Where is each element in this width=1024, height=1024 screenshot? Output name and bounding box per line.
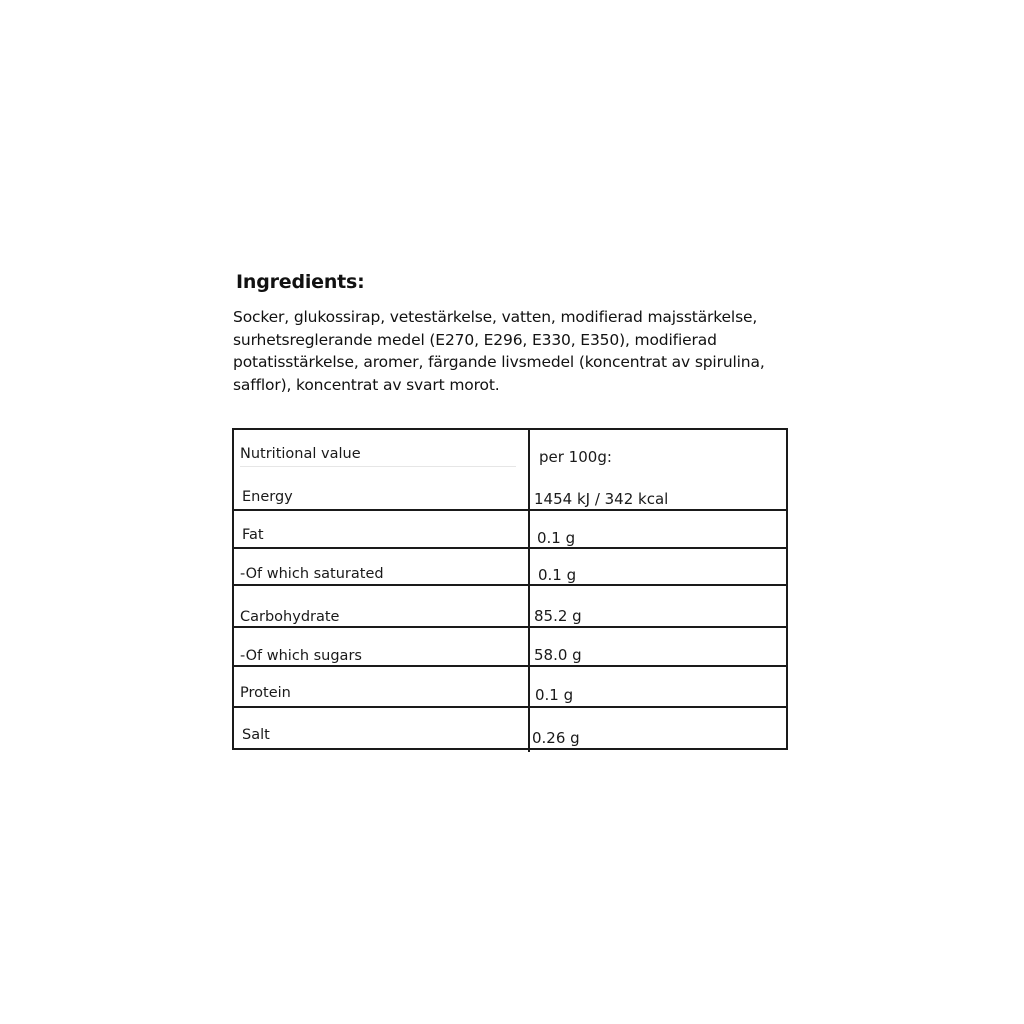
row-label-sugars: -Of which sugars [240, 648, 362, 664]
row-label-energy: Energy [242, 489, 293, 505]
row-value-saturated: 0.1 g [538, 566, 577, 584]
row-divider [232, 547, 788, 549]
row-divider [232, 626, 788, 628]
row-value-carbohydrate: 85.2 g [534, 607, 582, 625]
ingredients-line: potatisstärkelse, aromer, färgande livsmedel (koncentrat av spirulina, [233, 353, 765, 371]
ingredients-text [233, 306, 773, 396]
column-divider [528, 428, 530, 752]
row-label-salt: Salt [242, 727, 270, 743]
ingredients-heading: Ingredients: [236, 271, 365, 293]
ingredients-line: safflor), koncentrat av svart morot. [233, 375, 500, 394]
ingredients-line: Socker, glukossirap, vetestärkelse, vatten, modifierad majsstärkelse, [233, 308, 758, 326]
row-divider [232, 665, 788, 667]
row-value-energy: 1454 kJ / 342 kcal [534, 490, 669, 508]
row-divider [232, 706, 788, 708]
row-label-protein: Protein [240, 685, 291, 701]
nutrition-table [232, 428, 790, 752]
row-divider [232, 584, 788, 586]
row-value-fat: 0.1 g [537, 529, 576, 547]
row-label-saturated: -Of which saturated [240, 566, 384, 582]
table-border [232, 428, 788, 750]
row-label-fat: Fat [242, 527, 264, 543]
row-value-salt: 0.26 g [532, 729, 580, 747]
row-divider [232, 509, 788, 511]
header-value: per 100g: [539, 448, 612, 466]
ingredients-line: surhetsreglerande medel (E270, E296, E330, E350), modifierad [233, 330, 717, 349]
row-label-carbohydrate: Carbohydrate [240, 609, 340, 625]
row-value-protein: 0.1 g [535, 686, 574, 704]
header-underline [240, 466, 516, 467]
header-label: Nutritional value [240, 446, 361, 462]
row-value-sugars: 58.0 g [534, 646, 582, 664]
